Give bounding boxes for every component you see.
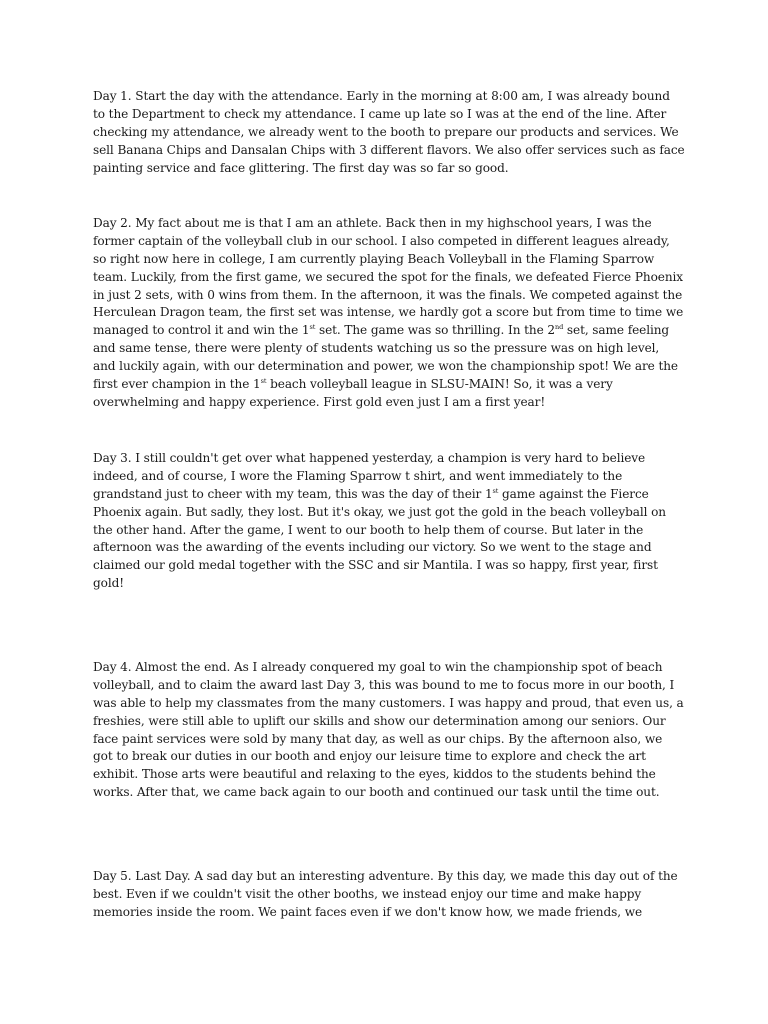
text-segment: Day 5. Last Day. A sad day but an interesting adventure. By this day, we made this day out of the <box>93 869 678 883</box>
text-line <box>93 287 683 305</box>
text-line <box>93 160 678 178</box>
text-line <box>93 904 678 922</box>
text-segment: volleyball, and to claim the award last Day 3, this was bound to me to focus more in our booth, I <box>93 677 675 692</box>
text-line <box>93 575 678 593</box>
paragraph-day-5 <box>93 868 678 922</box>
text-line <box>93 695 684 713</box>
text-segment: former captain of the volleyball club in our school. I also competed in different leagues already, <box>93 233 670 248</box>
text-line <box>93 358 678 376</box>
text-line <box>93 106 678 124</box>
text-segment: to the Department to check my attendance. I came up late so I was at the end of the line. After <box>93 106 667 121</box>
text-segment: Day 2. My fact about me is that I am an athlete. Back then in my highschool years, I was the <box>93 216 652 230</box>
text-line <box>93 340 678 358</box>
text-line <box>93 539 678 557</box>
text-segment: memories inside the room. We paint faces even if we don't know how, we made friends, we <box>93 904 642 919</box>
text-segment: Phoenix again. But sadly, they lost. But it's okay, we just got the gold in the beach volleyball on <box>93 504 666 519</box>
paragraph-day-2 <box>93 215 684 412</box>
text-line <box>93 468 678 486</box>
text-line <box>93 251 678 269</box>
text-segment: first ever champion in the 1 <box>93 377 261 392</box>
text-line <box>93 504 678 522</box>
text-segment: and same tense, there were plenty of students watching us so the pressure was on high level, <box>93 341 660 356</box>
ordinal-suffix: nd <box>555 323 564 332</box>
text-segment: set, same feeling <box>563 323 670 338</box>
text-segment: claimed our gold medal together with the SSC and sir Mantila. I was so happy, first year, first <box>93 558 658 573</box>
text-line <box>93 394 678 412</box>
text-segment: managed to control it and win the 1 <box>93 323 310 338</box>
text-line <box>93 784 678 802</box>
text-line <box>93 322 678 340</box>
text-line <box>93 88 678 106</box>
text-segment: the other hand. After the game, I went to our booth to help them of course. But later in the <box>93 522 644 537</box>
text-segment: freshies, were still able to uplift our skills and show our determination among our seniors. Our <box>93 713 666 728</box>
text-line <box>93 766 678 784</box>
text-line <box>93 376 678 394</box>
text-line <box>93 886 678 904</box>
text-segment: was able to help my classmates from the many customers. I was happy and proud, that even us, a <box>93 695 684 710</box>
text-segment: works. After that, we came back again to our booth and continued our task until the time out. <box>93 785 660 800</box>
text-segment: got to break our duties in our booth and enjoy our leisure time to explore and check the art <box>93 749 646 764</box>
text-line <box>93 124 678 142</box>
text-segment: and luckily again, with our determination and power, we won the championship spot! We are the <box>93 359 678 374</box>
text-line <box>93 659 678 677</box>
text-segment: Day 4. Almost the end. As I already conquered my goal to win the championship spot of beach <box>93 660 663 674</box>
text-line <box>93 731 678 749</box>
text-segment: beach volleyball league in SLSU-MAIN! So, it was a very <box>266 377 613 392</box>
text-segment: team. Luckily, from the first game, we secured the spot for the finals, we defeated Fierce Phoenix <box>93 269 683 284</box>
text-line <box>93 233 678 251</box>
text-line <box>93 304 684 322</box>
text-line <box>93 557 678 575</box>
ordinal-suffix: st <box>492 486 499 495</box>
paragraph-day-3 <box>93 450 678 593</box>
text-line <box>93 713 678 731</box>
text-line <box>93 677 678 695</box>
text-segment: painting service and face glittering. The first day was so far so good. <box>93 160 509 175</box>
text-segment: face paint services were sold by many that day, as well as our chips. By the afternoon also, we <box>93 731 663 746</box>
text-segment: set. The game was so thrilling. In the 2 <box>315 323 555 338</box>
text-segment: indeed, and of course, I wore the Flaming Sparrow t shirt, and went immediately to the <box>93 468 623 483</box>
text-segment: Herculean Dragon team, the first set was intense, we hardly got a score but from time to time we <box>93 305 684 320</box>
ordinal-suffix: st <box>260 377 267 386</box>
text-segment: grandstand just to cheer with my team, this was the day of their 1 <box>93 486 493 501</box>
text-segment: afternoon was the awarding of the events including our victory. So we went to the stage and <box>93 540 652 555</box>
text-line <box>93 450 678 468</box>
text-segment: so right now here in college, I am currently playing Beach Volleyball in the Flaming Sparrow <box>93 251 655 266</box>
text-segment: sell Banana Chips and Dansalan Chips with 3 different flavors. We also offer services such as face <box>93 142 685 157</box>
text-segment: Day 1. Start the day with the attendance. Early in the morning at 8:00 am, I was already bound <box>93 89 670 103</box>
text-segment: checking my attendance, we already went to the booth to prepare our products and services. We <box>93 124 679 139</box>
text-line <box>93 868 678 886</box>
paragraph-day-4 <box>93 659 684 802</box>
text-segment: Day 3. I still couldn't get over what happened yesterday, a champion is very hard to believe <box>93 451 646 465</box>
text-segment: game against the Fierce <box>498 486 649 501</box>
text-line <box>93 269 683 287</box>
text-line <box>93 215 678 233</box>
text-line <box>93 486 678 504</box>
text-line <box>93 748 678 766</box>
text-segment: overwhelming and happy experience. First gold even just I am a first year! <box>93 394 546 409</box>
paragraph-day-1 <box>93 88 685 177</box>
ordinal-suffix: st <box>309 323 316 332</box>
text-segment: best. Even if we couldn't visit the other booths, we instead enjoy our time and make happy <box>93 886 642 901</box>
text-segment: exhibit. Those arts were beautiful and relaxing to the eyes, kiddos to the students behind the <box>93 767 656 782</box>
text-line <box>93 522 678 540</box>
text-segment: in just 2 sets, with 0 wins from them. In the afternoon, it was the finals. We competed against the <box>93 287 683 302</box>
text-segment: gold! <box>93 576 124 591</box>
text-line <box>93 142 685 160</box>
